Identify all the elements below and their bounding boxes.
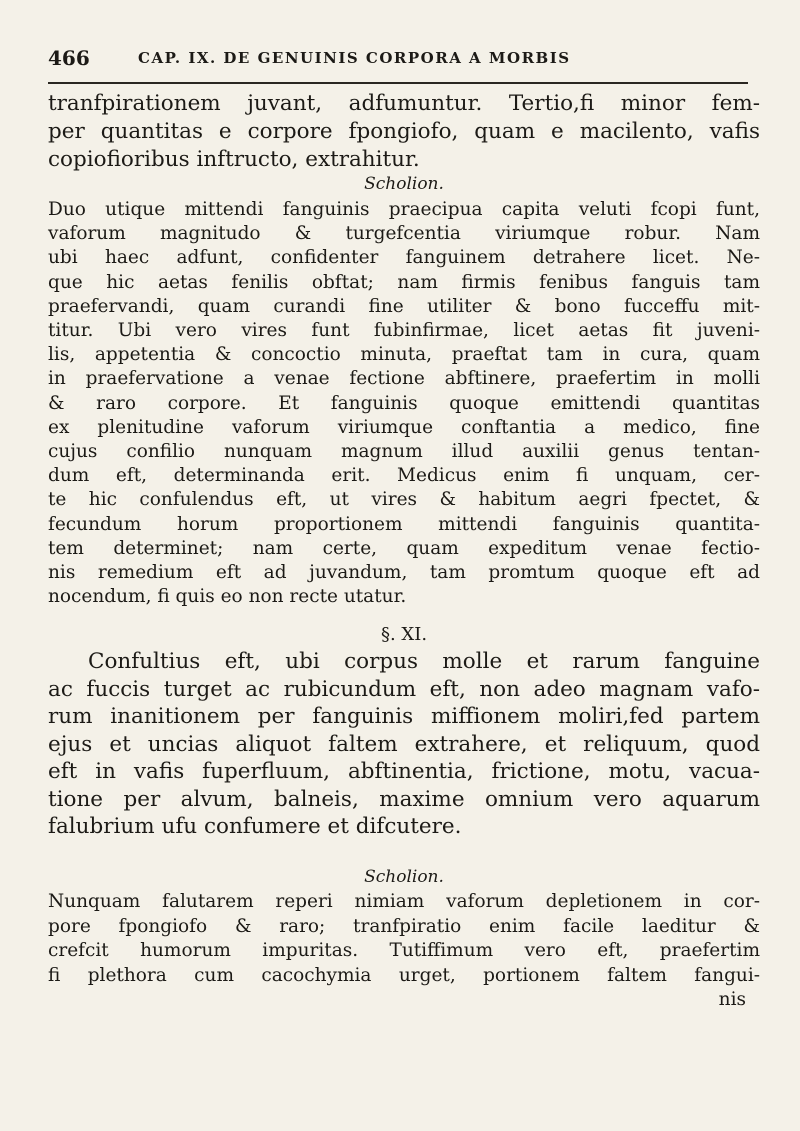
text-line: Duo utique mittendi fanguinis praecipua capita veluti fcopi funt, [48, 199, 760, 220]
text-line: rum inanitionem per fanguinis miffionem moliri,fed partem [48, 704, 760, 729]
scholion-1-body [48, 198, 760, 609]
text-line: praefervandi, quam curandi fine utiliter & bono fucceffu mit- [48, 295, 760, 317]
scholion-2-body [48, 890, 760, 1013]
text-line: nis remedium eft ad juvandum, tam promtum quoque eft ad [48, 562, 760, 584]
text-line: fecundum horum proportionem mittendi fanguinis quantita- [48, 513, 760, 535]
text-line: & raro corpore. Et fanguinis quoque emittendi quantitas [48, 392, 760, 414]
text-line: ex plenitudine vaforum viriumque conftantia a medico, fine [48, 416, 760, 438]
text-line: dum eft, determinanda erit. Medicus enim fi unquam, cer- [48, 465, 760, 487]
text-line: ubi haec adfunt, confidenter fanguinem detrahere licet. Ne- [48, 247, 760, 269]
page-number: 466 [48, 46, 90, 70]
catchword: nis [718, 989, 746, 1011]
text-line: tem determinet; nam certe, quam expeditum venae fectio- [48, 537, 760, 559]
section-11-body [48, 648, 760, 841]
text-line: per quantitas e corpore fpongiofo, quam e macilento, vafis [48, 119, 760, 144]
text-line: pore fpongiofo & raro; tranfpiratio enim facile laeditur & [48, 915, 760, 937]
scholion-heading: Scholion. [364, 867, 444, 887]
text-line: Confultius eft, ubi corpus molle et rarum fanguine [88, 649, 760, 674]
text-line: que hic aetas fenilis obftat; nam firmis fenibus fanguis tam [48, 271, 760, 293]
page-header [48, 44, 760, 74]
text-line: ac fuccis turget ac rubicundum eft, non adeo magnam vafo- [48, 676, 760, 702]
text-line: titur. Ubi vero vires funt fubinfirmae, licet aetas fit juveni- [48, 320, 760, 342]
text-line: fi plethora cum cacochymia urget, portionem faltem fangui- [48, 964, 760, 986]
text-line: tranfpirationem juvant, adfumuntur. Tertio,fi minor fem- [48, 91, 760, 116]
running-head: CAP. IX. DE GENUINIS CORPORA A MORBIS [138, 49, 571, 67]
header-rule [48, 82, 748, 84]
section-number: §. XI. [380, 624, 428, 645]
text-line: crefcit humorum impuritas. Tutiffimum vero eft, praefertim [48, 940, 760, 962]
text-line: Nunquam falutarem reperi nimiam vaforum depletionem in cor- [48, 891, 760, 912]
scholion-1-heading [48, 172, 760, 196]
text-line: te hic confulendus eft, ut vires & habitum aegri fpectet, & [48, 489, 760, 511]
text-line: lis, appetentia & concoctio minuta, praeftat tam in cura, quam [48, 344, 760, 366]
text-line: cujus confilio nunquam magnum illud auxilii genus tentan- [48, 441, 760, 463]
text-line: vaforum magnitudo & turgefcentia viriumque robur. Nam [48, 223, 760, 245]
scholion-heading: Scholion. [364, 174, 444, 194]
text-line: nocendum, fi quis eo non recte utatur. [48, 586, 407, 608]
section-11-number [48, 622, 760, 648]
top-paragraph [48, 90, 760, 174]
scholion-2-heading [48, 865, 760, 889]
text-line: eft in vafis fuperfluum, abftinentia, frictione, motu, vacua- [48, 759, 760, 784]
text-line: in praefervatione a venae fectione abftinere, praefertim in molli [48, 368, 760, 390]
text-line: falubrium ufu confumere et difcutere. [48, 814, 462, 839]
text-line: tione per alvum, balneis, maxime omnium vero aquarum [48, 786, 760, 812]
text-line: ejus et uncias aliquot faltem extrahere, et reliquum, quod [48, 731, 760, 757]
text-line: copiofioribus inftructo, extrahitur. [48, 147, 420, 172]
